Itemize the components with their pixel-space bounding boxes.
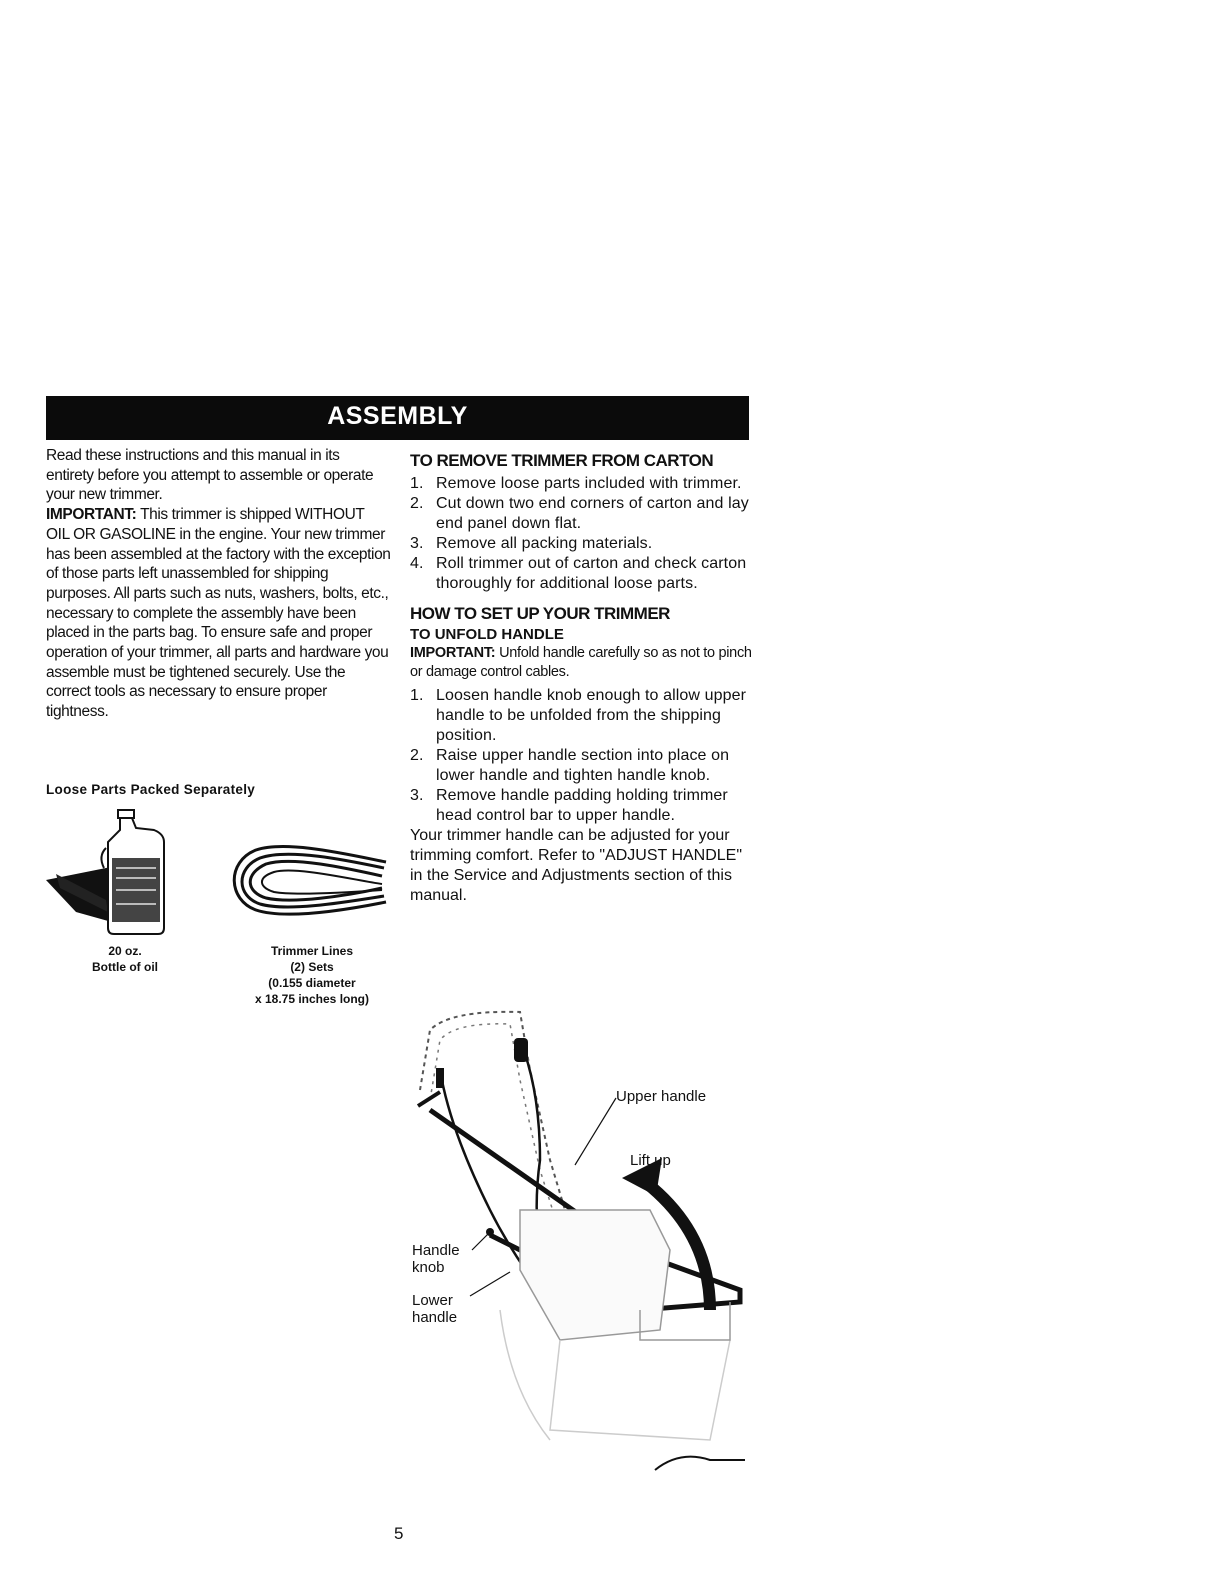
handle-knob-line-1: Handle — [412, 1242, 460, 1259]
lower-handle-line-2: handle — [412, 1309, 458, 1326]
lines-caption-line-4: x 18.75 inches long) — [254, 992, 370, 1006]
oil-bottle-icon — [46, 808, 176, 938]
lower-handle-line-1: Lower — [412, 1292, 453, 1309]
page-number: 5 — [394, 1524, 404, 1543]
unfold-important-text: Unfold handle carefully so as not to pinch or damage control cables. — [410, 645, 752, 680]
oil-caption — [70, 943, 180, 975]
unfold-steps — [410, 686, 755, 826]
oil-caption-line-2: Bottle of oil — [92, 960, 158, 974]
step-text: Cut down two end corners of carton and lay end panel down flat. — [436, 495, 749, 532]
lower-handle-label — [412, 1292, 457, 1326]
loose-parts-heading: Loose Parts Packed Separately — [46, 782, 256, 797]
step-text: Remove handle padding holding trimmer head control bar to upper handle. — [436, 787, 728, 824]
step-text: Roll trimmer out of carton and check carton thoroughly for additional loose parts. — [436, 555, 747, 592]
step-text: Raise upper handle section into place on lower handle and tighten handle knob. — [436, 747, 730, 784]
handle-knob-label — [412, 1242, 460, 1276]
lines-caption-line-1: Trimmer Lines — [270, 944, 354, 958]
handle-knob-line-2: knob — [412, 1259, 445, 1276]
lift-up-label: Lift up — [630, 1152, 671, 1169]
intro-text: Read these instructions and this manual in its entirety before you attempt to assemble or operate your new trimmer. — [46, 447, 374, 504]
section-banner — [46, 396, 749, 440]
list-item: 2. Cut down two end corners of carton and lay end panel down flat. — [410, 495, 749, 532]
step-text: Remove all packing materials. — [436, 535, 653, 552]
intro-column — [46, 446, 391, 722]
unfold-important — [410, 644, 755, 682]
list-item: 4. Roll trimmer out of carton and check carton thoroughly for additional loose parts. — [410, 555, 747, 592]
remove-heading: TO REMOVE TRIMMER FROM CARTON — [410, 451, 714, 470]
important-label: IMPORTANT: — [46, 506, 137, 524]
oil-caption-line-1: 20 oz. — [108, 944, 142, 958]
trimmer-lines-icon — [226, 840, 391, 930]
unfold-heading: TO UNFOLD HANDLE — [410, 626, 564, 643]
trimmer-lines-caption — [222, 943, 402, 1007]
lines-caption-line-2: (2) Sets — [290, 960, 334, 974]
step-text: Loosen handle knob enough to allow upper handle to be unfolded from the shipping position. — [436, 687, 747, 744]
section-title: ASSEMBLY — [327, 402, 468, 430]
list-item: 1. Loosen handle knob enough to allow upper handle to be unfolded from the shipping position. — [410, 687, 747, 744]
unfold-important-label: IMPORTANT: — [410, 645, 496, 661]
setup-heading: HOW TO SET UP YOUR TRIMMER — [410, 604, 670, 623]
adjust-note: Your trimmer handle can be adjusted for your trimming comfort. Refer to "ADJUST HANDLE" in the Service and Adjustments section of this manual. — [410, 827, 743, 904]
remove-steps — [410, 474, 755, 594]
upper-handle-label: Upper handle — [616, 1088, 707, 1105]
list-item: 2. Raise upper handle section into place on lower handle and tighten handle knob. — [410, 747, 730, 784]
list-item: 3. Remove handle padding holding trimmer head control bar to upper handle. — [410, 787, 728, 824]
list-item: 3. Remove all packing materials. — [410, 535, 653, 552]
trimmer-handle-diagram — [410, 1010, 755, 1480]
step-text: Remove loose parts included with trimmer. — [436, 475, 742, 492]
list-item: 1. Remove loose parts included with trimmer. — [410, 475, 742, 492]
important-paragraph — [46, 505, 391, 722]
lines-caption-line-3: (0.155 diameter — [268, 976, 356, 990]
instructions-column — [410, 450, 755, 906]
important-text: This trimmer is shipped WITHOUT OIL OR GASOLINE in the engine. Your new trimmer has been assembled at the factory with the exception of those parts left unassembled for shipping purposes. All parts such as nuts, washers, bolts, etc., necessary to complete the assembly have been placed in the parts bag. To ensure safe and proper operation of your trimmer, all parts and hardware you assemble must be tightened securely. Use the correct tools as necessary to ensure proper tightness. — [46, 506, 391, 721]
